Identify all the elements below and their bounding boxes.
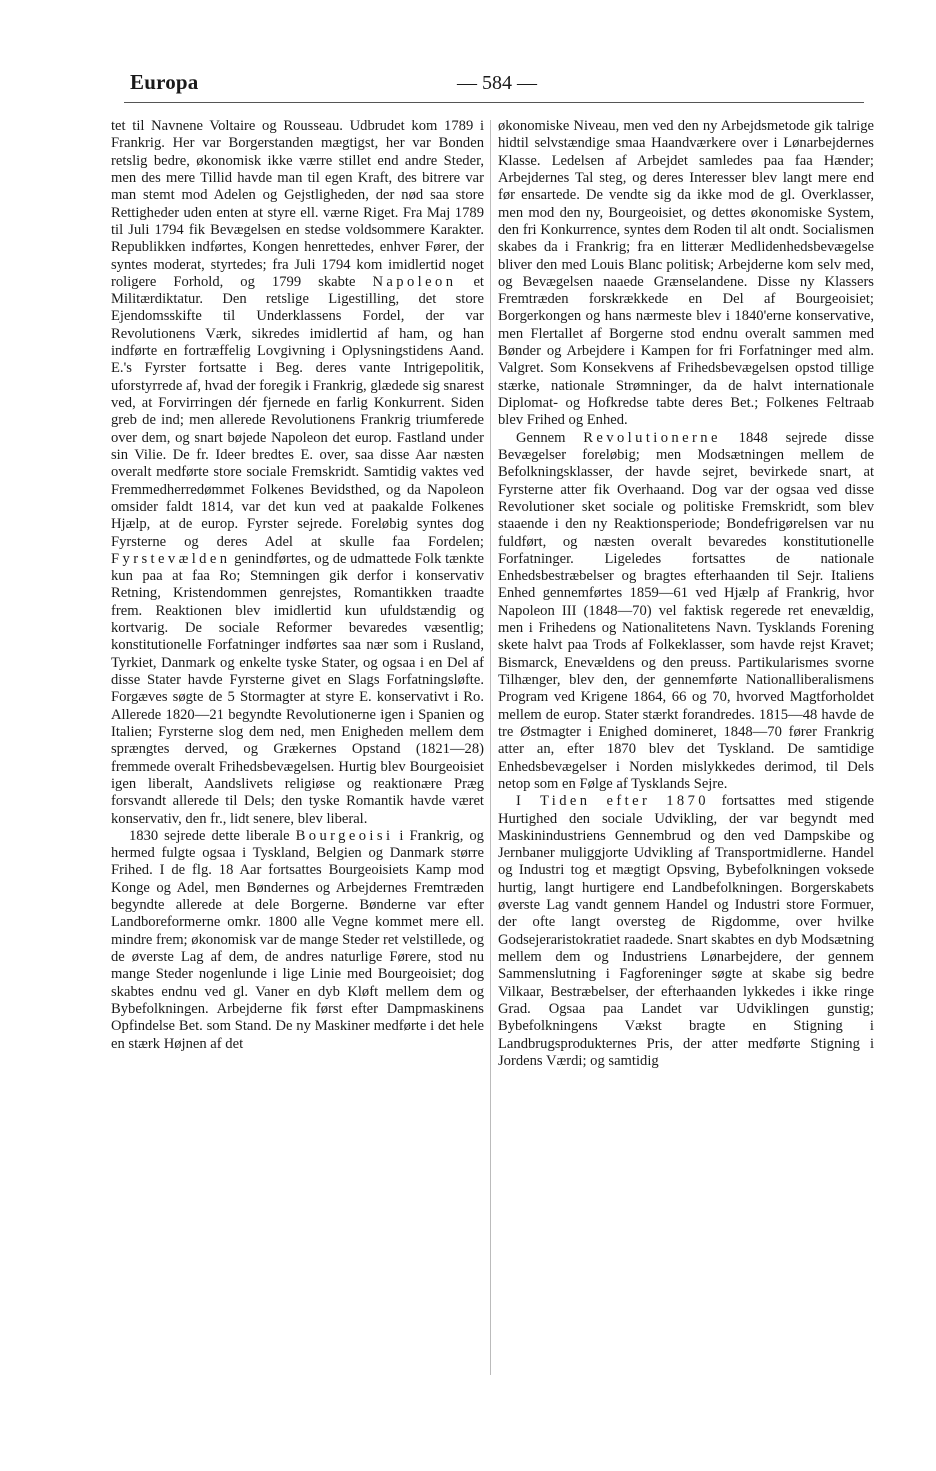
text-run: et Militærdiktatur. Den retslige Ligestilling, det store Ejendomsskifte til Underklassens Fordel, der var Revolutionens Værk, sikredes imidlertid af ham, og han indførte en fortræffelig Lovgivning i Oplysningstidens Aand. E.'s Fyrster fortsatte i Beg. deres vante Intrigepolitik, uforstyrrede af, hvad der foregik i Frankrig, glædede sig snarest ved, at Forvirringen dér fjernede en farlig Konkurrent. Siden greb de ind; men allerede Revolutionens Frankrig triumferede over dem, og snart bøjede Napoleon det europ. Fastland under sin Vilie. De fr. Ideer bredtes E. over, saa disse Aar næsten overalt medførte store sociale Fremskridt. Samtidig vaktes ved Fremmedherredømmet Folkenes Bevidsthed, og da Napoleon omsider faldt 1814, var det kun ved at paakalde Folkenes Hjælp, at de europ. Fyrster sejrede. Foreløbig syntes dog Fyrsterne og deres Adel at skulle faa Fordelen;	[111, 273, 484, 550]
text-run: 1848 sejrede disse Bevægelser foreløbig; men Modsætningen mellem de Befolkningsklasser, der havde sejret, bevirkede snart, at Fyrsterne atter fik Overhaand. Dog var der ogsaa ved disse Revolutioner sket sociale og politiske Fremskridt, som blev staaende i den ny Reaktionsperiode; Bondefrigørelsen var nu fuldført, og næsten overalt bevaredes konstitutionelle Forfatninger. Ligeledes fortsattes de nationale Enhedsbestræbelser og bragtes efterhaanden til Sejr. Italiens Enhed gennemførtes 1859—61 ved Hjælp af Frankrig, hvor Napoleon III (1848—70) vel faktisk regerede ret enevældig, men i Frihedens og Nationalitetens Navn. Tysklands Forening skete halvt paa Trods af Folkeklasser, som havde rejst Kravet; Bismarck, Enevældens og den preuss. Partikularismes svorne Tilhænger, blev den, der gennemførte Nationalliberalismens Program ved Krigene 1864, 66 og 70, hvorved Magtforholdet mellem de europ. Stater stærkt forandredes. 1815—48 havde de tre Østmagter i Enighed domineret, 1848—70 fører Frankrig atter an, efter 1870 blev det Tyskland. De samtidige Enhedsbevægelser i Norden mislykkedes derimod, til Dels netop som en Følge af Tysklands Sejre.	[498, 429, 874, 792]
section-title: Europa	[130, 70, 199, 94]
right-paragraph-3	[498, 793, 874, 1070]
right-paragraph-1	[498, 118, 874, 430]
spaced-term-tiden: I Tiden efter 1870	[516, 793, 709, 810]
text-run: 1830 sejrede dette liberale	[129, 827, 290, 844]
right-column	[498, 118, 874, 1070]
spaced-term-revolutionerne: Revolutionerne	[583, 429, 721, 446]
spaced-term-fyrstevaelden: Fyrstevælden	[111, 550, 231, 567]
left-paragraph-2	[111, 828, 484, 1053]
right-paragraph-2	[498, 430, 874, 794]
text-run: økonomiske Niveau, men ved den ny Arbejdsmetode gik talrige hidtil selvstændige smaa Haandværkere over i Lønarbejdernes Klasse. Ledelsen af Arbejdet samledes paa faa Hænder; Arbejdernes Tal steg, og deres Interesser blev langt mere end før ensartede. De vendte sig da ikke mod de gl. Overklasser, men mod den ny, Bourgeoisiet, og dettes økonomiske System, den fri Konkurrence, syntes dem Roden til alt ondt. Socialismen skabes da i Frankrig; fra en litterær Medlidenhedsbevægelse bliver den med Louis Blanc politisk; Arbejderne kom selv med, og Bevægelsen naaede Grænselandene. Disse ny Klassers Fremtræden forskrækkede en Del af Bourgeoisiet; Borgerkongen og hans nærmeste blev i 1840'erne konservative, men Flertallet af Borgerne stod endnu overalt sammen med Bønder og Arbejdere i Kampen for fri Forfatninger med alm. Valgret. Som Konsekvens af Frihedsbevægelsen opstod tillige stærke, nationale Strømninger, da de halvt internationale Diplomat- og Hofkredse tabte deres Bet.; Folkenes Feltraab blev Frihed og Enhed.	[498, 118, 874, 429]
running-head	[124, 66, 864, 100]
page-number: — 584 —	[457, 72, 537, 94]
text-run: Gennem	[516, 429, 566, 446]
left-column	[111, 118, 484, 1053]
text-run: i Frankrig, og hermed fulgte ogsaa i Tyskland, Belgien og Danmark større Frihed. I de flg. 18 Aar fortsattes Bourgeoisiets Kamp mod Konge og Adel, men Bøndernes og Arbejdernes Fremtræden begyndte allerede at dele Borgerne. Bønderne var efter Landboreformerne omkr. 1800 alle Vegne kommet mere ell. mindre frem; økonomisk var de mange Steder ret velstillede, og de øverste Lag af dem, de andres naturlige Førere, stod nu mange Steder nogenlunde i lige Linie med Bourgeoisiet; dog skabtes endnu ved gl. Vaner en dyb Kløft mellem dem og Bybefolkningen. Arbejderne fik først efter Dampmaskinens Opfindelse Bet. som Stand. De ny Maskiner medførte i det hele en stærk Højnen af det	[111, 827, 484, 1052]
spaced-term-napoleon: Napoleon	[372, 273, 457, 290]
column-divider	[490, 120, 491, 1375]
left-paragraph-1	[111, 118, 484, 828]
text-run: tet til Navnene Voltaire og Rousseau. Udbrudet kom 1789 i Frankrig. Her var Borgerstanden mægtigst, her var Bonden retslig bedre, økonomisk ikke værre stillet end andre Steder, men des mere Tillid havde man til egen Kraft, des bitrere var man stemt mod Adelen og Gejstligheden, der nød saa store Rettigheder uden enten at styre ell. værne Riget. Fra Maj 1789 til Juli 1794 fik Bevægelsen en stedse voldsommere Karakter. Republikken indførtes, Kongen henrettedes, enhver Fører, der syntes moderat, styrtedes; fra Juli 1794 kom imidlertid noget roligere Forhold, og 1799 skabte	[111, 118, 484, 290]
text-run: fortsattes med stigende Hurtighed den sociale Udvikling, der var begyndt med Maskinindustriens Gennembrud og den ved Dampskibe og Jernbaner muliggjorte Udvikling af Transportmidlerne. Handel og Industri tog et mægtigt Opsving, Bybefolkningen voksede hurtig, langt hurtigere end Landbefolkningen. Borgerskabets øverste Lag vandt gennem Handel og Industri store Formuer, der ofte langt oversteg de Rigdomme, over hvilke Godsejeraristokratiet raadede. Snart skabtes en dyb Modsætning mellem dem og Industriens Lønarbejdere, der gennem Sammenslutning i Fagforeninger søgte at skabe sig bedre Vilkaar, Bestræbelser, der efterhaanden lykkedes i ikke ringe Grad. Ogsaa paa Landet var Udviklingen gunstig; Bybefolkningens Vækst bragte en Stigning i Landbrugsprodukternes Pris, der atter medførte Stigning i Jordens Værdi; og samtidig	[498, 793, 874, 1069]
text-run: genindførtes, og de udmattede Folk tænkte kun paa at faa Ro; Stemningen gik derfor i konservativ Retning, Kristendommen genrejstes, Romantikken traadte frem. Reaktionen blev imidlertid kun ufuldstændig og kortvarig. De sociale Reformer bevaredes væsentlig; konstitutionelle Forfatninger indførtes saa nær som i Rusland, Tyrkiet, Danmark og enkelte tyske Stater, og ogsaa i en Del af disse Stater havde Fyrsterne givet en Slags Forfatningsløfte. Forgæves søgte de 5 Stormagter at styre E. konservativt i Ro. Allerede 1820—21 begyndte Revolutionerne igen i Spanien og Italien; Fyrsterne slog dem ned, men Enigheden mellem dem sprængtes derved, og Grækernes Opstand (1821—28) fremmede overalt Frihedsbevægelsen. Hurtig blev Bourgeoisiet igen liberalt, Aandslivets religiøse og reaktionære Præg forsvandt allerede til Dels; den tyske Romantik havde været konservativ, den fr., lidt senere, blev liberal.	[111, 550, 484, 827]
spaced-term-bourgeoisi: Bourgeoisi	[295, 827, 394, 844]
header-rule	[124, 102, 864, 103]
